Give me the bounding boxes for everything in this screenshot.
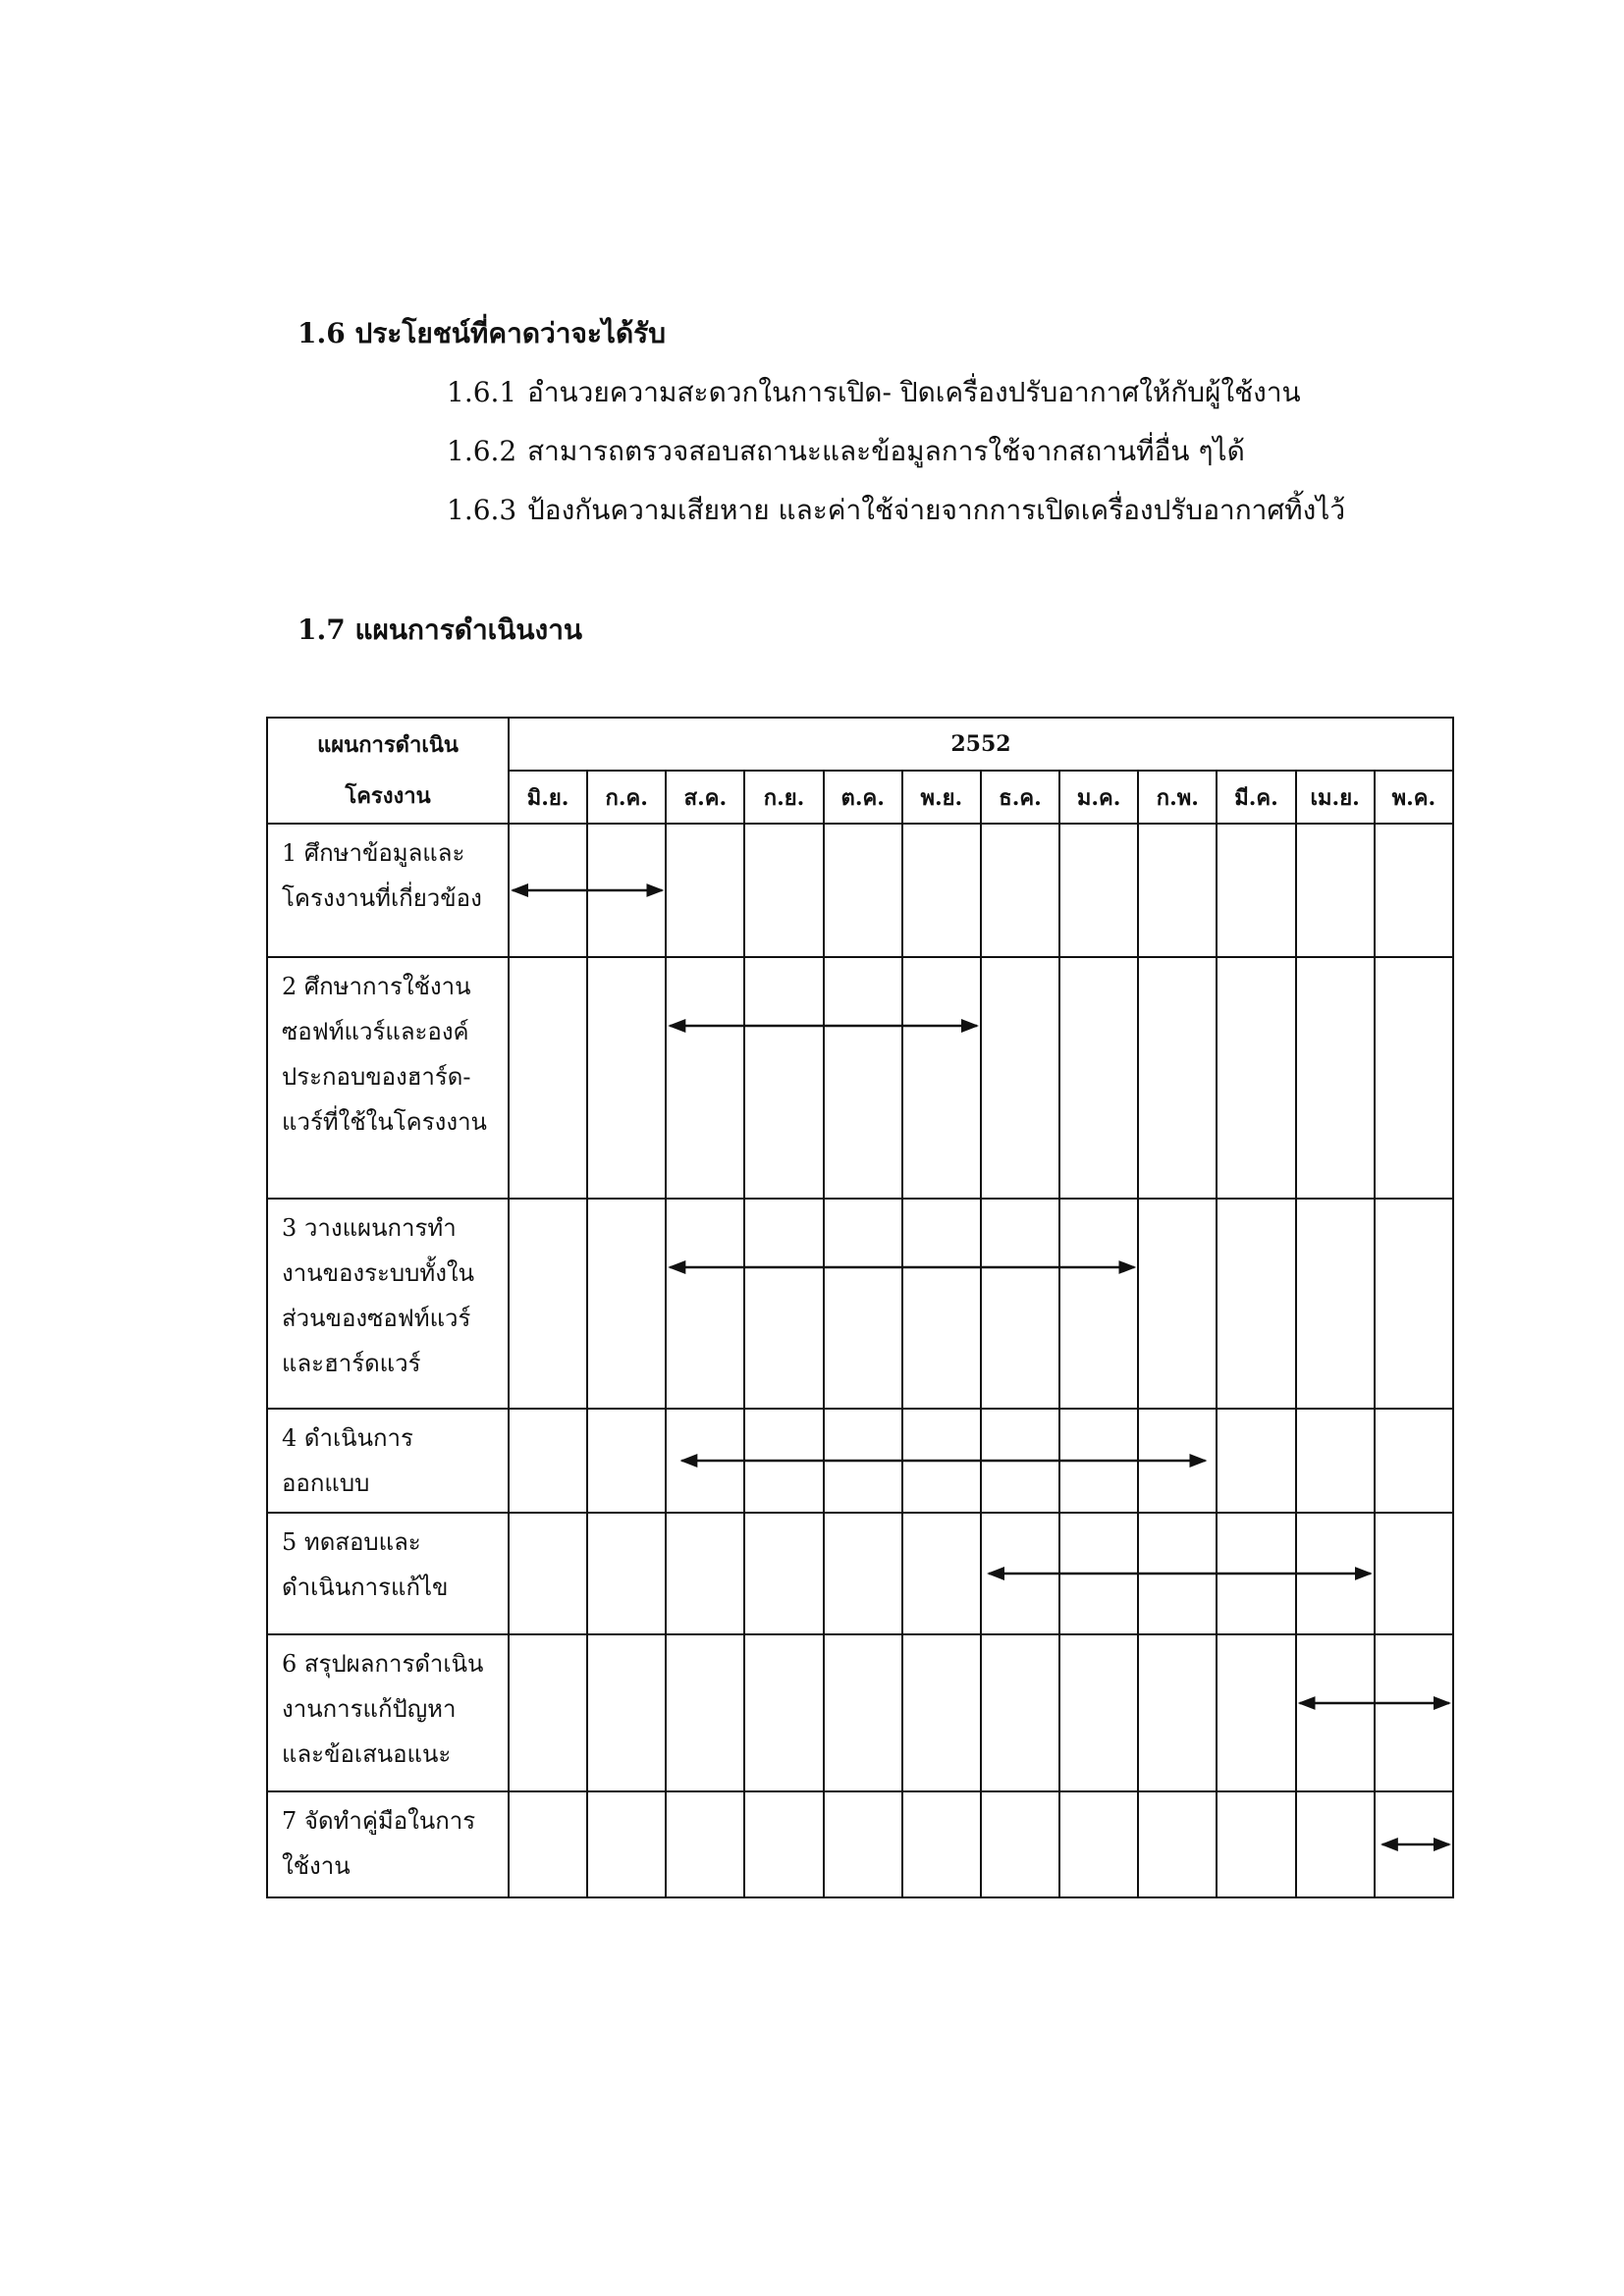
task-name-cell: [267, 1409, 509, 1513]
month-header: เม.ย.: [1296, 771, 1375, 824]
month-cell: [981, 1634, 1059, 1791]
task-name-line: ใช้งาน: [282, 1852, 351, 1880]
benefit-item-2: [447, 430, 1245, 473]
task-name-line: และข้อเสนอแนะ: [282, 1740, 452, 1768]
month-cell: [1375, 957, 1453, 1199]
task-name-cell: [267, 824, 509, 957]
section-heading-plan: 1.7 แผนการดำเนินงาน: [298, 614, 583, 646]
month-cell: [1138, 1791, 1217, 1897]
task-name-line: แวร์ที่ใช้ในโครงงาน: [282, 1108, 487, 1136]
task-name-line: ส่วนของซอฟท์แวร์: [282, 1305, 471, 1332]
month-cell: [587, 1791, 666, 1897]
month-cell: [1138, 957, 1217, 1199]
benefit-text: อำนวยความสะดวกในการเปิด- ปิดเครื่องปรับอากาศให้กับผู้ใช้งาน: [527, 376, 1301, 408]
month-header: มิ.ย.: [509, 771, 587, 824]
month-cell: [1217, 1634, 1295, 1791]
month-cell: [666, 1409, 744, 1513]
gantt-table: [266, 717, 1454, 1898]
month-cell: [1059, 1409, 1138, 1513]
month-cell: [1138, 1409, 1217, 1513]
month-cell: [744, 1199, 823, 1409]
month-cell: [509, 1634, 587, 1791]
month-cell: [1059, 1513, 1138, 1634]
month-cell: [1138, 1199, 1217, 1409]
task-name-line: โครงงานที่เกี่ยวข้อง: [282, 884, 482, 912]
month-header: ธ.ค.: [981, 771, 1059, 824]
month-cell: [1217, 957, 1295, 1199]
month-cell: [1138, 1513, 1217, 1634]
benefit-item-1: [447, 371, 1301, 414]
year-header: 2552: [509, 718, 1453, 771]
table-row: [267, 1409, 1453, 1513]
task-name-line: งานของระบบทั้งใน: [282, 1259, 475, 1287]
month-cell: [509, 824, 587, 957]
month-cell: [824, 824, 902, 957]
month-cell: [744, 824, 823, 957]
month-cell: [1296, 824, 1375, 957]
task-name-line: ประกอบของฮาร์ด-: [282, 1063, 471, 1091]
table-row: [267, 824, 1453, 957]
task-header-line-2: โครงงาน: [345, 783, 431, 809]
task-name-line: 1 ศึกษาข้อมูลและ: [282, 839, 465, 867]
month-cell: [902, 824, 981, 957]
task-name-line: และฮาร์ดแวร์: [282, 1350, 421, 1377]
month-cell: [509, 957, 587, 1199]
month-header: ส.ค.: [666, 771, 744, 824]
month-cell: [744, 1791, 823, 1897]
task-name-line: ดำเนินการแก้ไข: [282, 1574, 449, 1601]
benefit-item-3: [447, 489, 1345, 532]
month-cell: [1059, 1199, 1138, 1409]
month-cell: [902, 1791, 981, 1897]
month-cell: [587, 824, 666, 957]
benefit-number: 1.6.1: [447, 376, 517, 408]
benefit-number: 1.6.3: [447, 494, 517, 526]
month-cell: [744, 1409, 823, 1513]
month-cell: [824, 1634, 902, 1791]
task-header-line-1: แผนการดำเนิน: [317, 732, 459, 758]
month-cell: [1375, 1634, 1453, 1791]
month-cell: [666, 1199, 744, 1409]
task-name-line: 6 สรุปผลการดำเนิน: [282, 1650, 484, 1678]
task-name-cell: [267, 1513, 509, 1634]
month-cell: [902, 1634, 981, 1791]
task-name-line: ซอฟท์แวร์และองค์: [282, 1018, 469, 1045]
month-cell: [981, 824, 1059, 957]
month-cell: [1296, 1199, 1375, 1409]
month-cell: [1375, 1513, 1453, 1634]
month-cell: [509, 1791, 587, 1897]
month-header: ก.พ.: [1138, 771, 1217, 824]
month-cell: [1138, 824, 1217, 957]
month-cell: [587, 957, 666, 1199]
month-cell: [666, 957, 744, 1199]
benefit-text: ป้องกันความเสียหาย และค่าใช้จ่ายจากการเปิดเครื่องปรับอากาศทิ้งไว้: [527, 494, 1346, 526]
month-cell: [587, 1409, 666, 1513]
month-cell: [981, 957, 1059, 1199]
month-cell: [1059, 824, 1138, 957]
table-row: [267, 1199, 1453, 1409]
task-name-line: 2 ศึกษาการใช้งาน: [282, 973, 471, 1000]
month-cell: [1217, 1791, 1295, 1897]
month-cell: [902, 1513, 981, 1634]
month-cell: [981, 1513, 1059, 1634]
task-name-line: 5 ทดสอบและ: [282, 1528, 421, 1556]
task-header: [267, 718, 509, 824]
month-cell: [509, 1513, 587, 1634]
month-cell: [824, 1199, 902, 1409]
month-cell: [824, 1513, 902, 1634]
month-cell: [1375, 1791, 1453, 1897]
month-cell: [1296, 1513, 1375, 1634]
task-name-line: 4 ดำเนินการ: [282, 1424, 413, 1452]
month-cell: [1059, 1791, 1138, 1897]
month-header: ม.ค.: [1059, 771, 1138, 824]
month-cell: [1296, 1409, 1375, 1513]
benefit-text: สามารถตรวจสอบสถานะและข้อมูลการใช้จากสถานที่อื่น ๆได้: [527, 435, 1245, 467]
task-name-line: งานการแก้ปัญหา: [282, 1695, 457, 1723]
task-name-cell: [267, 1634, 509, 1791]
month-cell: [1217, 1199, 1295, 1409]
month-cell: [1217, 1513, 1295, 1634]
month-cell: [509, 1199, 587, 1409]
task-name-line: ออกแบบ: [282, 1469, 370, 1497]
month-cell: [824, 1791, 902, 1897]
month-cell: [824, 1409, 902, 1513]
month-header: ต.ค.: [824, 771, 902, 824]
month-cell: [981, 1409, 1059, 1513]
month-cell: [587, 1199, 666, 1409]
month-cell: [902, 1199, 981, 1409]
month-cell: [666, 1634, 744, 1791]
month-cell: [1296, 1791, 1375, 1897]
month-cell: [981, 1199, 1059, 1409]
task-name-cell: [267, 1199, 509, 1409]
month-cell: [1375, 1409, 1453, 1513]
task-name-line: 3 วางแผนการทำ: [282, 1214, 457, 1242]
month-cell: [587, 1634, 666, 1791]
month-cell: [1059, 1634, 1138, 1791]
month-cell: [1217, 824, 1295, 957]
section-heading-benefits: 1.6 ประโยชน์ที่คาดว่าจะได้รับ: [298, 317, 666, 349]
month-cell: [902, 957, 981, 1199]
month-cell: [1059, 957, 1138, 1199]
month-cell: [666, 824, 744, 957]
month-cell: [1138, 1634, 1217, 1791]
month-cell: [666, 1791, 744, 1897]
month-cell: [1375, 1199, 1453, 1409]
month-cell: [824, 957, 902, 1199]
month-cell: [587, 1513, 666, 1634]
benefit-number: 1.6.2: [447, 435, 517, 467]
table-row: [267, 957, 1453, 1199]
month-cell: [744, 957, 823, 1199]
month-header: ก.ย.: [744, 771, 823, 824]
month-cell: [1296, 957, 1375, 1199]
month-cell: [1296, 1634, 1375, 1791]
month-cell: [509, 1409, 587, 1513]
table-row: [267, 1791, 1453, 1897]
task-name-line: 7 จัดทำคู่มือในการ: [282, 1807, 476, 1835]
month-cell: [981, 1791, 1059, 1897]
table-row: [267, 1513, 1453, 1634]
task-name-cell: [267, 957, 509, 1199]
month-header: มี.ค.: [1217, 771, 1295, 824]
month-cell: [744, 1513, 823, 1634]
month-cell: [1375, 824, 1453, 957]
month-cell: [902, 1409, 981, 1513]
month-header: ก.ค.: [587, 771, 666, 824]
task-name-cell: [267, 1791, 509, 1897]
month-cell: [666, 1513, 744, 1634]
month-cell: [1217, 1409, 1295, 1513]
table-row: [267, 1634, 1453, 1791]
month-header: พ.ค.: [1375, 771, 1453, 824]
month-cell: [744, 1634, 823, 1791]
month-header: พ.ย.: [902, 771, 981, 824]
